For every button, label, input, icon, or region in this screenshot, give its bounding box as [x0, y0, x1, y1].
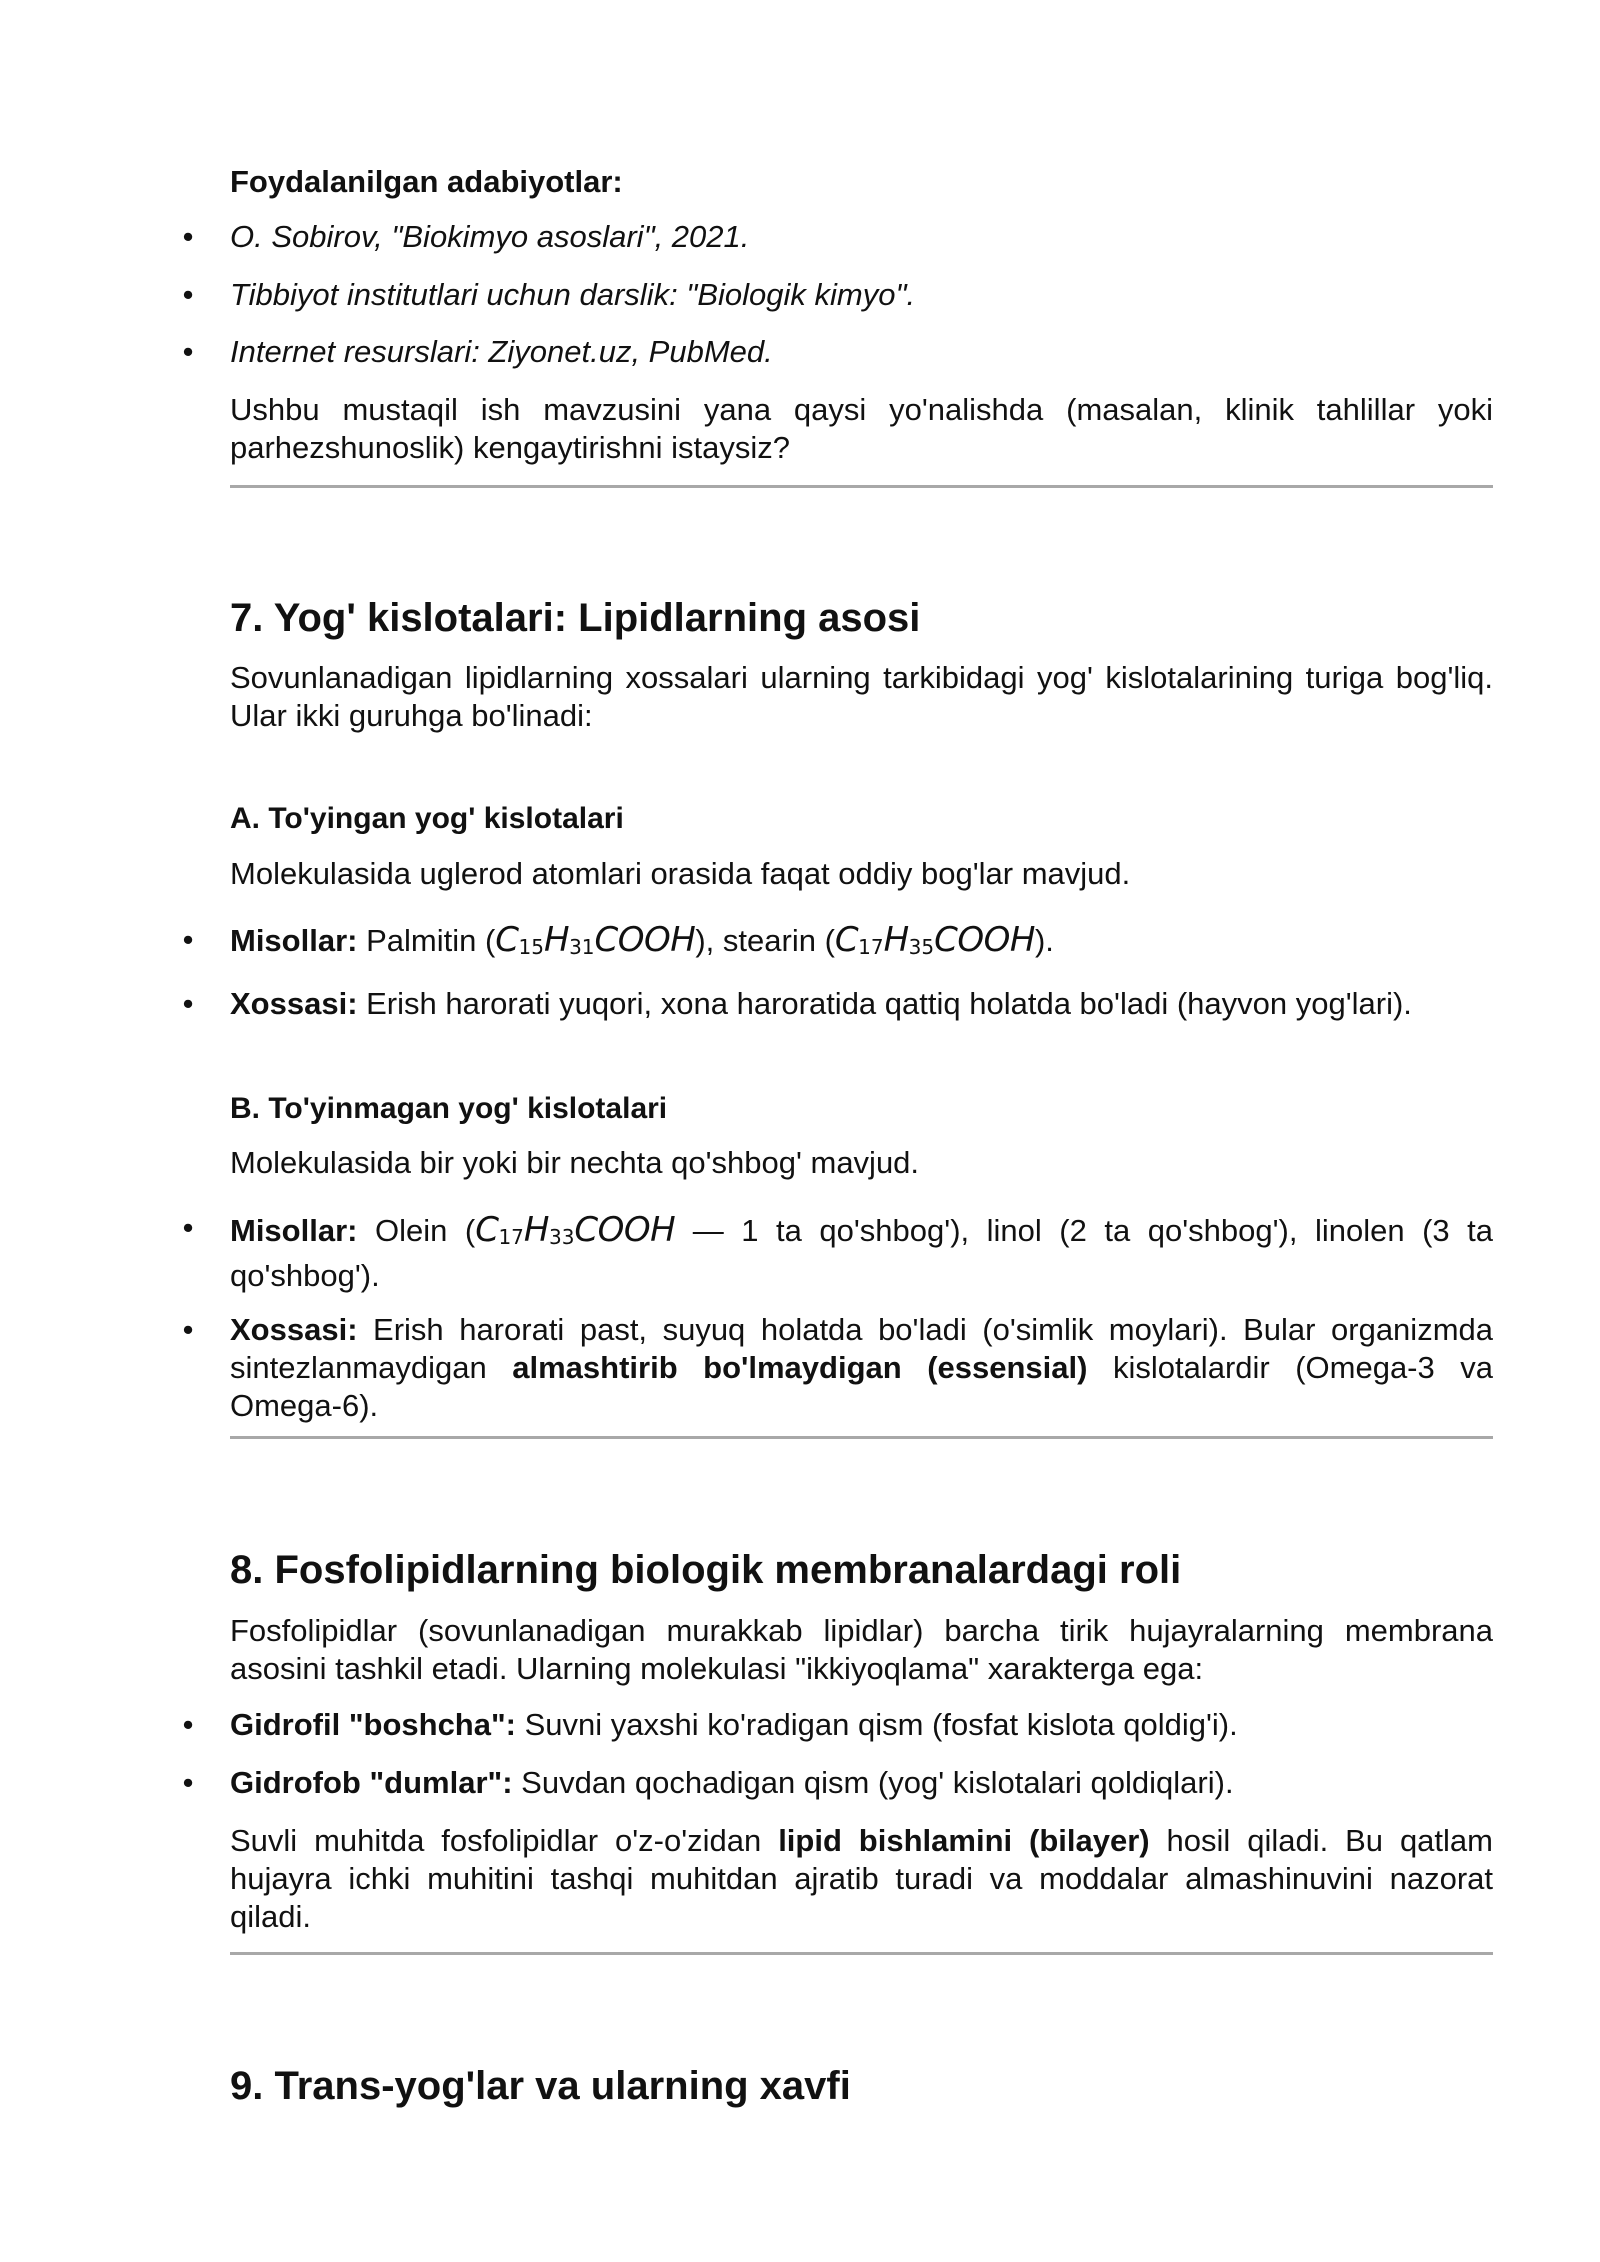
unsaturated-property: • Xossasi: Erish harorati past, suyuq holatda bo'ladi (o'simlik moylari). Bular organizmda sintezlanmaydigan almashtirib bo'lmaydigan (essensial) kislotalardir (Omega-3 va Omega-6).	[230, 1311, 1493, 1425]
subsection-a-desc: Molekulasida uglerod atomlari orasida faqat oddiy bog'lar mavjud.	[230, 856, 1131, 891]
section-8-intro: Fosfolipidlar (sovunlanadigan murakkab lipidlar) barcha tirik hujayralarning membrana asosini tashkil etadi. Ularning molekulasi "ikkiyoqlama" xarakterga ega:	[230, 1613, 1493, 1686]
section-divider	[230, 485, 1493, 488]
saturated-examples: • Misollar: Palmitin $(C_{15}H_{31}COOH)$, stearin $(C_{17}H_{35}COOH)$.	[230, 921, 1493, 963]
property-label: Xossasi:	[230, 1312, 358, 1347]
examples-label: Misollar:	[230, 1213, 358, 1248]
section-divider	[230, 1436, 1493, 1439]
olein-formula: $C_{17}H_{33}COOH$	[475, 1210, 676, 1250]
subsection-b-desc: Molekulasida bir yoki bir nechta qo'shbog' mavjud.	[230, 1145, 920, 1180]
bullet-icon: •	[182, 219, 194, 254]
bilayer-term: lipid bishlamini (bilayer)	[778, 1823, 1150, 1858]
hydrophobic-tails-item: • Gidrofob "dumlar": Suvdan qochadigan qism (yog' kislotalari qoldiqlari).	[230, 1764, 1493, 1802]
subsection-b-title: B. To'yinmagan yog' kislotalari	[230, 1092, 668, 1125]
essential-term: almashtirib bo'lmaydigan (essensial)	[512, 1350, 1088, 1385]
section-divider	[230, 1952, 1493, 1955]
references-heading: Foydalanilgan adabiyotlar:	[230, 164, 623, 199]
reference-item-2: • Tibbiyot institutlari uchun darslik: "Biologik kimyo".	[230, 276, 1493, 314]
hydrophilic-head-item: • Gidrofil "boshcha": Suvni yaxshi ko'radigan qism (fosfat kislota qoldig'i).	[230, 1706, 1493, 1744]
unsaturated-examples: • Misollar: Olein ($C_{17}H_{33}COOH$ — 1 ta qo'shbog'), linol (2 ta qo'shbog'), linolen (3 ta qo'shbog').	[230, 1209, 1493, 1297]
bullet-icon: •	[182, 334, 194, 369]
section-7-title: 7. Yog' kislotalari: Lipidlarning asosi	[230, 596, 921, 640]
palmitin-formula: $C_{15}H_{31}COOH$	[495, 920, 696, 960]
saturated-property: • Xossasi: Erish harorati yuqori, xona haroratida qattiq holatda bo'ladi (hayvon yog'lari).	[230, 985, 1493, 1023]
bullet-icon: •	[182, 1765, 194, 1800]
bullet-icon: •	[182, 1210, 194, 1245]
section-7-intro: Sovunlanadigan lipidlarning xossalari ularning tarkibidagi yog' kislotalarining turiga bog'liq. Ular ikki guruhga bo'linadi:	[230, 660, 1493, 733]
reference-item-3: • Internet resurslari: Ziyonet.uz, PubMed.	[230, 333, 1493, 371]
examples-label: Misollar:	[230, 923, 358, 958]
property-label: Xossasi:	[230, 986, 358, 1021]
bullet-icon: •	[182, 986, 194, 1021]
follow-up-question: Ushbu mustaqil ish mavzusini yana qaysi yo'nalishda (masalan, klinik tahlillar yoki parhezshunoslik) kengaytirishni istaysiz?	[230, 392, 1493, 465]
stearin-formula: $C_{17}H_{35}COOH$	[834, 920, 1035, 960]
bullet-icon: •	[182, 1707, 194, 1742]
reference-item-1: • O. Sobirov, "Biokimyo asoslari", 2021.	[230, 218, 1493, 256]
bullet-icon: •	[182, 1312, 194, 1347]
subsection-a-title: A. To'yingan yog' kislotalari	[230, 802, 624, 835]
section-8-title: 8. Fosfolipidlarning biologik membranalardagi roli	[230, 1548, 1182, 1592]
bullet-icon: •	[182, 277, 194, 312]
section-9-title: 9. Trans-yog'lar va ularning xavfi	[230, 2064, 851, 2108]
bilayer-paragraph: Suvli muhitda fosfolipidlar o'z-o'zidan lipid bishlamini (bilayer) hosil qiladi. Bu qatlam hujayra ichki muhitini tashqi muhitdan ajratib turadi va moddalar almashinuvini nazorat qiladi.	[230, 1823, 1493, 1934]
bullet-icon: •	[182, 922, 194, 957]
